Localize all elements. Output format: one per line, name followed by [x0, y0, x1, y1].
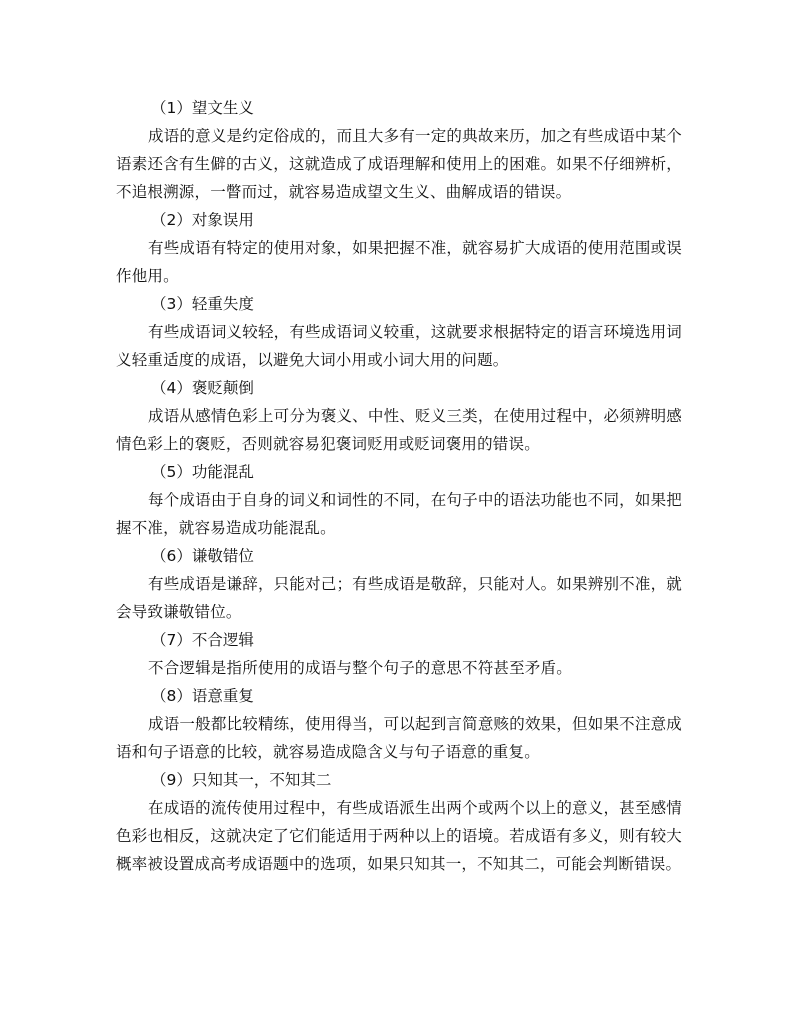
section-body: 成语从感情色彩上可分为褒义、中性、贬义三类，在使用过程中，必须辨明感情色彩上的褒贬，否则就容易犯褒词贬用或贬词褒用的错误。 — [116, 407, 682, 453]
section-heading: （8）语意重复 — [151, 687, 254, 705]
section-heading: （6）谦敬错位 — [151, 547, 254, 565]
section-1 — [116, 94, 682, 206]
section-body: 成语一般都比较精练，使用得当，可以起到言简意赅的效果，但如果不注意成语和句子语意的比较，就容易造成隐含义与句子语意的重复。 — [116, 715, 682, 761]
section-body: 在成语的流传使用过程中，有些成语派生出两个或两个以上的意义，甚至感情色彩也相反，这就决定了它们能适用于两种以上的语境。若成语有多义，则有较大概率被设置成高考成语题中的选项，如果只知其一，不知其二，可能会判断错误。 — [116, 799, 682, 873]
section-body: 有些成语是谦辞，只能对己；有些成语是敬辞，只能对人。如果辨别不准，就会导致谦敬错位。 — [116, 575, 682, 621]
section-body: 不合逻辑是指所使用的成语与整个句子的意思不符甚至矛盾。 — [148, 659, 572, 677]
document-content — [116, 94, 682, 878]
section-4 — [116, 374, 682, 458]
section-3 — [116, 290, 682, 374]
section-body: 成语的意义是约定俗成的，而且大多有一定的典故来历，加之有些成语中某个语素还含有生僻的古义，这就造成了成语理解和使用上的困难。如果不仔细辨析，不追根溯源，一瞥而过，就容易造成望文生义、曲解成语的错误。 — [116, 127, 682, 201]
section-7 — [116, 626, 682, 682]
section-5 — [116, 458, 682, 542]
section-body: 每个成语由于自身的词义和词性的不同，在句子中的语法功能也不同，如果把握不准，就容易造成功能混乱。 — [116, 491, 682, 537]
section-8 — [116, 682, 682, 766]
section-heading: （1）望文生义 — [151, 99, 254, 117]
section-2 — [116, 206, 682, 290]
section-heading: （7）不合逻辑 — [151, 631, 254, 649]
section-heading: （4）褒贬颠倒 — [151, 379, 254, 397]
section-body: 有些成语词义较轻，有些成语词义较重，这就要求根据特定的语言环境选用词义轻重适度的成语，以避免大词小用或小词大用的问题。 — [116, 323, 682, 369]
section-heading: （3）轻重失度 — [151, 295, 254, 313]
section-heading: （9）只知其一，不知其二 — [151, 771, 332, 789]
section-9 — [116, 766, 682, 878]
section-6 — [116, 542, 682, 626]
section-heading: （5）功能混乱 — [151, 463, 254, 481]
section-heading: （2）对象误用 — [151, 211, 254, 229]
section-body: 有些成语有特定的使用对象，如果把握不准，就容易扩大成语的使用范围或误作他用。 — [116, 239, 682, 285]
